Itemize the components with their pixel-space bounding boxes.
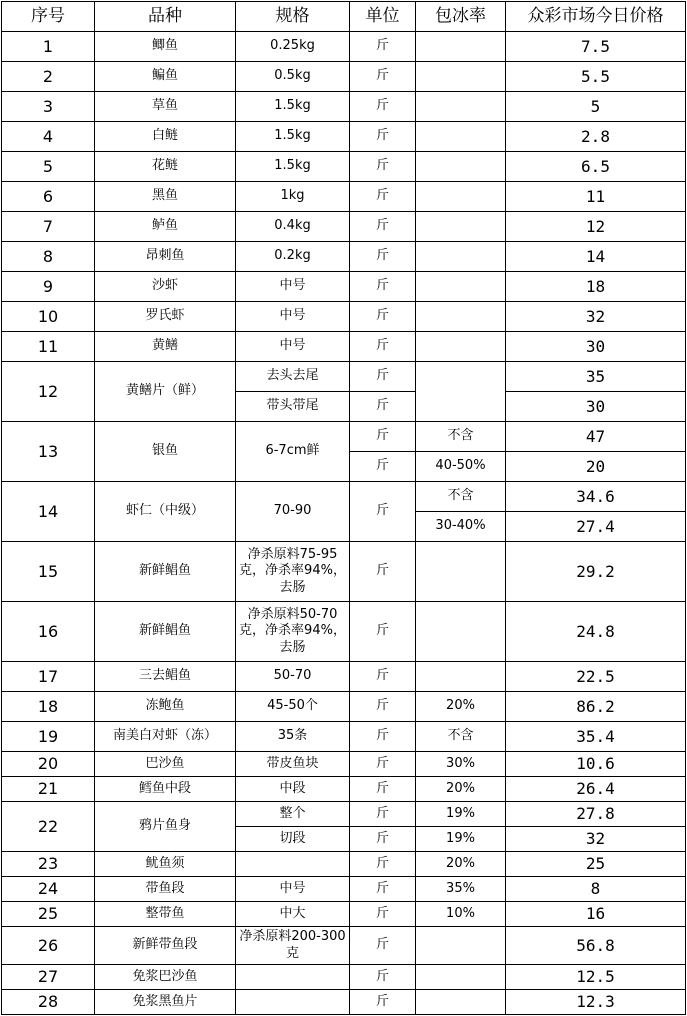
header-spec: 规格 — [236, 2, 350, 32]
cell-unit: 斤 — [350, 877, 416, 902]
cell-price: 10.6 — [506, 752, 686, 777]
cell-unit: 斤 — [350, 827, 416, 852]
cell-spec: 切段 — [236, 827, 350, 852]
cell-no: 3 — [2, 92, 95, 122]
cell-ice — [416, 990, 506, 1015]
cell-price: 7.5 — [506, 32, 686, 62]
table-row — [2, 777, 686, 802]
cell-price: 29.2 — [506, 542, 686, 602]
cell-price: 25 — [506, 852, 686, 877]
cell-unit: 斤 — [350, 927, 416, 965]
cell-unit: 斤 — [350, 32, 416, 62]
cell-spec: 1.5kg — [236, 122, 350, 152]
cell-name: 昂刺鱼 — [95, 242, 236, 272]
cell-name: 冻鲍鱼 — [95, 692, 236, 722]
cell-unit: 斤 — [350, 212, 416, 242]
cell-spec: 0.5kg — [236, 62, 350, 92]
cell-name: 免浆黑鱼片 — [95, 990, 236, 1015]
cell-unit: 斤 — [350, 852, 416, 877]
cell-spec: 带皮鱼块 — [236, 752, 350, 777]
cell-name: 鱿鱼须 — [95, 852, 236, 877]
cell-ice: 20% — [416, 852, 506, 877]
cell-ice: 30-40% — [416, 512, 506, 542]
cell-ice: 20% — [416, 692, 506, 722]
cell-price: 14 — [506, 242, 686, 272]
cell-price: 16 — [506, 902, 686, 927]
cell-price: 11 — [506, 182, 686, 212]
cell-ice: 20% — [416, 777, 506, 802]
cell-spec: 0.2kg — [236, 242, 350, 272]
cell-price: 34.6 — [506, 482, 686, 512]
cell-price: 8 — [506, 877, 686, 902]
cell-no: 22 — [2, 802, 95, 852]
cell-name: 免浆巴沙鱼 — [95, 965, 236, 990]
cell-unit: 斤 — [350, 362, 416, 392]
cell-spec: 净杀原料50-70克，净杀率94%，去肠 — [236, 602, 350, 662]
cell-spec: 6-7cm鲜 — [236, 422, 350, 482]
cell-ice: 不含 — [416, 722, 506, 752]
cell-spec: 净杀原料75-95克，净杀率94%，去肠 — [236, 542, 350, 602]
cell-ice — [416, 362, 506, 422]
cell-unit: 斤 — [350, 482, 416, 542]
cell-ice — [416, 302, 506, 332]
cell-name: 三去鲳鱼 — [95, 662, 236, 692]
cell-spec: 中号 — [236, 302, 350, 332]
cell-price: 27.8 — [506, 802, 686, 827]
cell-no: 14 — [2, 482, 95, 542]
cell-spec: 中号 — [236, 272, 350, 302]
cell-ice — [416, 965, 506, 990]
cell-ice — [416, 662, 506, 692]
cell-spec: 带头带尾 — [236, 392, 350, 422]
cell-spec: 净杀原料200-300克 — [236, 927, 350, 965]
table-row — [2, 802, 686, 827]
cell-no: 5 — [2, 152, 95, 182]
table-row — [2, 32, 686, 62]
cell-no: 20 — [2, 752, 95, 777]
cell-name: 花鲢 — [95, 152, 236, 182]
cell-no: 25 — [2, 902, 95, 927]
cell-price: 35 — [506, 362, 686, 392]
table-row — [2, 965, 686, 990]
cell-spec: 0.4kg — [236, 212, 350, 242]
cell-no: 23 — [2, 852, 95, 877]
cell-price: 5.5 — [506, 62, 686, 92]
cell-name: 新鲜带鱼段 — [95, 927, 236, 965]
cell-unit: 斤 — [350, 802, 416, 827]
cell-ice: 不含 — [416, 422, 506, 452]
cell-spec: 35条 — [236, 722, 350, 752]
cell-unit: 斤 — [350, 692, 416, 722]
cell-spec: 50-70 — [236, 662, 350, 692]
cell-price: 32 — [506, 302, 686, 332]
table-row — [2, 722, 686, 752]
cell-no: 18 — [2, 692, 95, 722]
cell-spec: 45-50个 — [236, 692, 350, 722]
cell-unit: 斤 — [350, 662, 416, 692]
cell-ice: 19% — [416, 827, 506, 852]
cell-unit: 斤 — [350, 452, 416, 482]
cell-unit: 斤 — [350, 542, 416, 602]
table-row — [2, 990, 686, 1015]
cell-price: 86.2 — [506, 692, 686, 722]
cell-price: 22.5 — [506, 662, 686, 692]
table-row — [2, 852, 686, 877]
cell-name: 沙虾 — [95, 272, 236, 302]
cell-no: 13 — [2, 422, 95, 482]
cell-spec: 1.5kg — [236, 152, 350, 182]
cell-unit: 斤 — [350, 777, 416, 802]
cell-spec: 中大 — [236, 902, 350, 927]
cell-ice — [416, 122, 506, 152]
cell-unit: 斤 — [350, 392, 416, 422]
cell-ice — [416, 602, 506, 662]
cell-spec: 70-90 — [236, 482, 350, 542]
cell-unit: 斤 — [350, 152, 416, 182]
cell-ice: 30% — [416, 752, 506, 777]
cell-no: 17 — [2, 662, 95, 692]
cell-no: 15 — [2, 542, 95, 602]
cell-no: 12 — [2, 362, 95, 422]
cell-ice — [416, 272, 506, 302]
table-row — [2, 362, 686, 392]
cell-name: 鸦片鱼身 — [95, 802, 236, 852]
table-row — [2, 692, 686, 722]
cell-price: 5 — [506, 92, 686, 122]
cell-ice: 不含 — [416, 482, 506, 512]
table-row — [2, 152, 686, 182]
table-row — [2, 272, 686, 302]
cell-name: 鳊鱼 — [95, 62, 236, 92]
cell-price: 32 — [506, 827, 686, 852]
cell-ice — [416, 542, 506, 602]
cell-price: 12.3 — [506, 990, 686, 1015]
cell-unit: 斤 — [350, 122, 416, 152]
cell-unit: 斤 — [350, 62, 416, 92]
cell-unit: 斤 — [350, 422, 416, 452]
cell-spec: 1kg — [236, 182, 350, 212]
cell-name: 新鲜鲳鱼 — [95, 542, 236, 602]
cell-name: 鲫鱼 — [95, 32, 236, 62]
cell-name: 黄鳝片（鲜） — [95, 362, 236, 422]
cell-no: 9 — [2, 272, 95, 302]
cell-name: 南美白对虾（冻） — [95, 722, 236, 752]
cell-ice — [416, 152, 506, 182]
cell-ice: 19% — [416, 802, 506, 827]
cell-price: 47 — [506, 422, 686, 452]
cell-spec: 去头去尾 — [236, 362, 350, 392]
cell-unit: 斤 — [350, 722, 416, 752]
cell-unit: 斤 — [350, 965, 416, 990]
table-row — [2, 212, 686, 242]
cell-name: 白鲢 — [95, 122, 236, 152]
cell-unit: 斤 — [350, 332, 416, 362]
table-row — [2, 902, 686, 927]
cell-name: 黄鳝 — [95, 332, 236, 362]
cell-unit: 斤 — [350, 242, 416, 272]
cell-name: 虾仁（中级） — [95, 482, 236, 542]
header-unit: 单位 — [350, 2, 416, 32]
cell-unit: 斤 — [350, 272, 416, 302]
header-no: 序号 — [2, 2, 95, 32]
cell-name: 鲈鱼 — [95, 212, 236, 242]
cell-no: 7 — [2, 212, 95, 242]
cell-price: 56.8 — [506, 927, 686, 965]
cell-no: 21 — [2, 777, 95, 802]
cell-spec — [236, 852, 350, 877]
cell-price: 27.4 — [506, 512, 686, 542]
cell-name: 巴沙鱼 — [95, 752, 236, 777]
table-row — [2, 877, 686, 902]
table-row — [2, 302, 686, 332]
cell-no: 4 — [2, 122, 95, 152]
cell-no: 24 — [2, 877, 95, 902]
header-name: 品种 — [95, 2, 236, 32]
cell-price: 18 — [506, 272, 686, 302]
cell-ice — [416, 332, 506, 362]
cell-ice — [416, 242, 506, 272]
cell-no: 19 — [2, 722, 95, 752]
table-row — [2, 542, 686, 602]
cell-price: 2.8 — [506, 122, 686, 152]
cell-unit: 斤 — [350, 602, 416, 662]
cell-no: 11 — [2, 332, 95, 362]
cell-ice — [416, 927, 506, 965]
cell-price: 26.4 — [506, 777, 686, 802]
table-row — [2, 927, 686, 965]
cell-ice — [416, 212, 506, 242]
cell-spec — [236, 990, 350, 1015]
cell-price: 12 — [506, 212, 686, 242]
cell-no: 2 — [2, 62, 95, 92]
cell-ice — [416, 182, 506, 212]
header-ice: 包冰率 — [416, 2, 506, 32]
cell-ice — [416, 32, 506, 62]
cell-no: 8 — [2, 242, 95, 272]
cell-unit: 斤 — [350, 752, 416, 777]
cell-spec: 中段 — [236, 777, 350, 802]
table-row — [2, 182, 686, 212]
cell-ice — [416, 62, 506, 92]
table-row — [2, 92, 686, 122]
cell-no: 28 — [2, 990, 95, 1015]
cell-unit: 斤 — [350, 302, 416, 332]
table-row — [2, 122, 686, 152]
cell-price: 35.4 — [506, 722, 686, 752]
cell-spec: 中号 — [236, 332, 350, 362]
cell-spec: 1.5kg — [236, 92, 350, 122]
table-row — [2, 62, 686, 92]
cell-no: 6 — [2, 182, 95, 212]
header-row — [2, 2, 686, 32]
cell-ice — [416, 92, 506, 122]
cell-spec — [236, 965, 350, 990]
table-row — [2, 752, 686, 777]
cell-unit: 斤 — [350, 182, 416, 212]
cell-no: 1 — [2, 32, 95, 62]
cell-name: 银鱼 — [95, 422, 236, 482]
cell-price: 24.8 — [506, 602, 686, 662]
cell-name: 带鱼段 — [95, 877, 236, 902]
cell-no: 27 — [2, 965, 95, 990]
cell-ice: 35% — [416, 877, 506, 902]
cell-price: 30 — [506, 332, 686, 362]
cell-price: 30 — [506, 392, 686, 422]
cell-name: 黑鱼 — [95, 182, 236, 212]
cell-unit: 斤 — [350, 902, 416, 927]
cell-spec: 整个 — [236, 802, 350, 827]
cell-ice: 10% — [416, 902, 506, 927]
price-table — [1, 1, 686, 1015]
cell-unit: 斤 — [350, 92, 416, 122]
table-row — [2, 602, 686, 662]
cell-unit: 斤 — [350, 990, 416, 1015]
cell-name: 新鲜鲳鱼 — [95, 602, 236, 662]
cell-name: 整带鱼 — [95, 902, 236, 927]
cell-name: 草鱼 — [95, 92, 236, 122]
table-row — [2, 662, 686, 692]
cell-price: 6.5 — [506, 152, 686, 182]
cell-name: 罗氏虾 — [95, 302, 236, 332]
cell-name: 鳕鱼中段 — [95, 777, 236, 802]
cell-price: 12.5 — [506, 965, 686, 990]
cell-no: 10 — [2, 302, 95, 332]
cell-no: 26 — [2, 927, 95, 965]
cell-no: 16 — [2, 602, 95, 662]
header-price: 众彩市场今日价格 — [506, 2, 686, 32]
table-row — [2, 422, 686, 452]
cell-spec: 中号 — [236, 877, 350, 902]
table-row — [2, 242, 686, 272]
table-row — [2, 332, 686, 362]
cell-ice: 40-50% — [416, 452, 506, 482]
table-row — [2, 482, 686, 512]
cell-spec: 0.25kg — [236, 32, 350, 62]
cell-price: 20 — [506, 452, 686, 482]
